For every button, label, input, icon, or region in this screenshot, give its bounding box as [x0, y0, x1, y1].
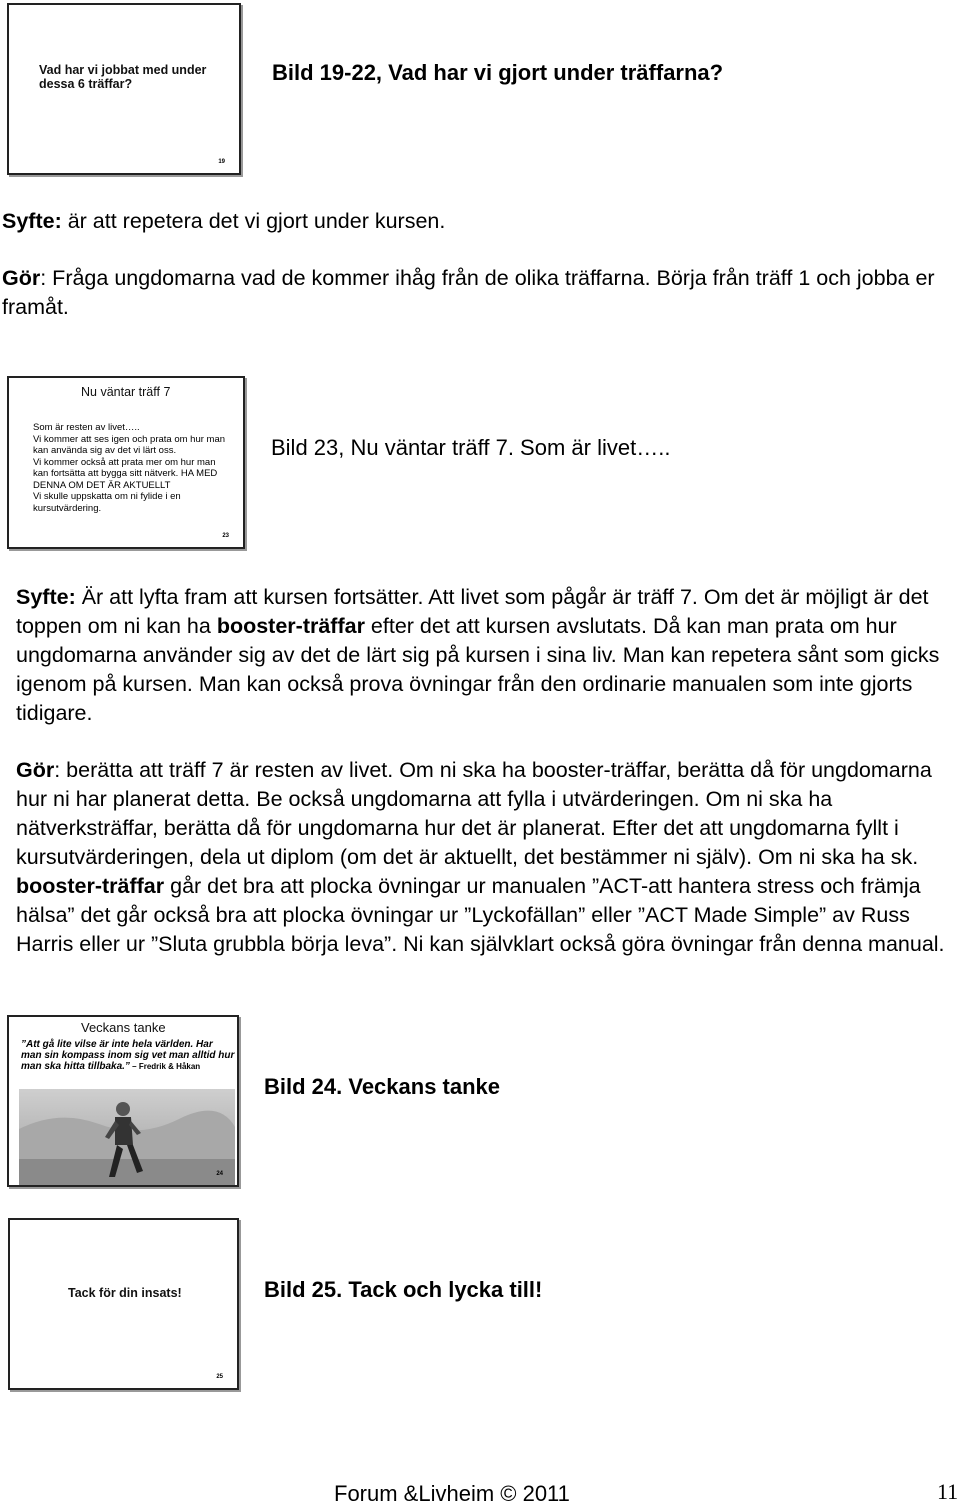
slide-19-title: Vad har vi jobbat med under dessa 6 träffar? [39, 63, 207, 91]
runner-photo [19, 1089, 235, 1187]
syfte-text-continued: efter det att kursen avslutats. Då kan man prata om hur ungdomarna använder sig av det de lärt sig på kursen i sina liv. Man kan repetera sånt som gicks igenom på kursen. Man kan också prova övningar från den ordinarie manualen som inte gjorts tidigare. [16, 614, 940, 725]
slide-24-quote-author: – Fredrik & Håkan [129, 1062, 201, 1071]
heading-bild-24: Bild 24. Veckans tanke [264, 1074, 501, 1099]
slide-23-body [33, 422, 233, 514]
gor-paragraph-1 [2, 264, 952, 322]
gor-text-continued: går det bra att plocka övningar ur manualen ”ACT-att hantera stress och främja hälsa” det går också bra att plocka övningar ur ”Lyckofällan” eller ”ACT Made Simple” av Russ Harris eller ur ”Sluta grubbla börja leva”. Ni kan självklart också göra övningar från denna manual. [16, 874, 945, 956]
gor-paragraph-2 [16, 756, 960, 959]
slide-23-line: Vi kommer att ses igen och prata om hur man kan använda sig av det vi lärt oss. [33, 433, 226, 456]
runner-image [19, 1089, 235, 1187]
slide-23-line: Vi kommer också att prata mer om hur man kan fortsätta att bygga sitt nätverk. HA MED DENNA OM DET ÄR AKTUELLT [33, 456, 218, 491]
page-number: 11 [937, 1479, 959, 1504]
heading-bild-19-22: Bild 19-22, Vad har vi gjort under träffarna? [272, 60, 724, 85]
slide-24-quote [21, 1039, 236, 1072]
heading-bild-25: Bild 25. Tack och lycka till! [264, 1277, 543, 1302]
slide-19-number: 19 [218, 159, 225, 165]
slide-23-title: Nu väntar träff 7 [81, 385, 171, 399]
slide-24-quote-text: ”Att gå lite vilse är inte hela världen. Har man sin kompass inom sig vet man alltid hur man ska hitta tillbaka.” [21, 1039, 235, 1072]
gor-label: Gör [2, 266, 41, 290]
syfte-paragraph-1 [2, 207, 952, 236]
slide-24-number: 24 [216, 1171, 223, 1177]
booster-traffar-bold: booster-träffar [16, 874, 165, 898]
syfte-label: Syfte: [16, 585, 76, 609]
syfte-label: Syfte: [2, 209, 62, 233]
slide-25-thumbnail [8, 1218, 239, 1390]
syfte-text: är att repetera det vi gjort under kursen. [61, 209, 446, 233]
gor-text: : Fråga ungdomarna vad de kommer ihåg från de olika träffarna. Börja från träff 1 och jobba er framåt. [2, 266, 935, 319]
booster-traffar-bold: booster-träffar [216, 614, 365, 638]
slide-23-line: Som är resten av livet….. [33, 422, 140, 433]
gor-label: Gör [16, 758, 55, 782]
syfte-paragraph-2 [16, 583, 956, 728]
slide-24-thumbnail [7, 1015, 239, 1187]
slide-23-thumbnail [7, 376, 245, 549]
slide-23-line: Vi skulle uppskatta om ni fylide i en kursutvärdering. [33, 491, 181, 514]
slide-19-thumbnail [7, 3, 241, 175]
heading-bild-23: Bild 23, Nu väntar träff 7. Som är livet….. [271, 435, 671, 460]
gor-text: : berätta att träff 7 är resten av livet. Om ni ska ha booster-träffar, berätta då för ungdomarna hur ni har planerat detta. Be också ungdomarna att fylla i utvärderingen. Om ni ska ha nätverksträffar, berätta då för ungdomarna hur det är planerat. Efter det att ungdomarna fyllt i kursutvärderingen, dela ut diplom (om det är aktuellt, det bestämmer ni själv). Om ni ska ha sk. [16, 758, 932, 869]
slide-23-number: 23 [222, 533, 229, 539]
footer-copyright: Forum &Livheim © 2011 [334, 1481, 570, 1506]
syfte-text: Är att lyfta fram att kursen fortsätter. Att livet som pågår är träff 7. Om det är möjligt är det toppen om ni kan ha [16, 585, 929, 638]
slide-25-number: 25 [216, 1374, 223, 1380]
slide-25-title: Tack för din insats! [68, 1286, 182, 1300]
slide-24-title: Veckans tanke [81, 1020, 166, 1035]
